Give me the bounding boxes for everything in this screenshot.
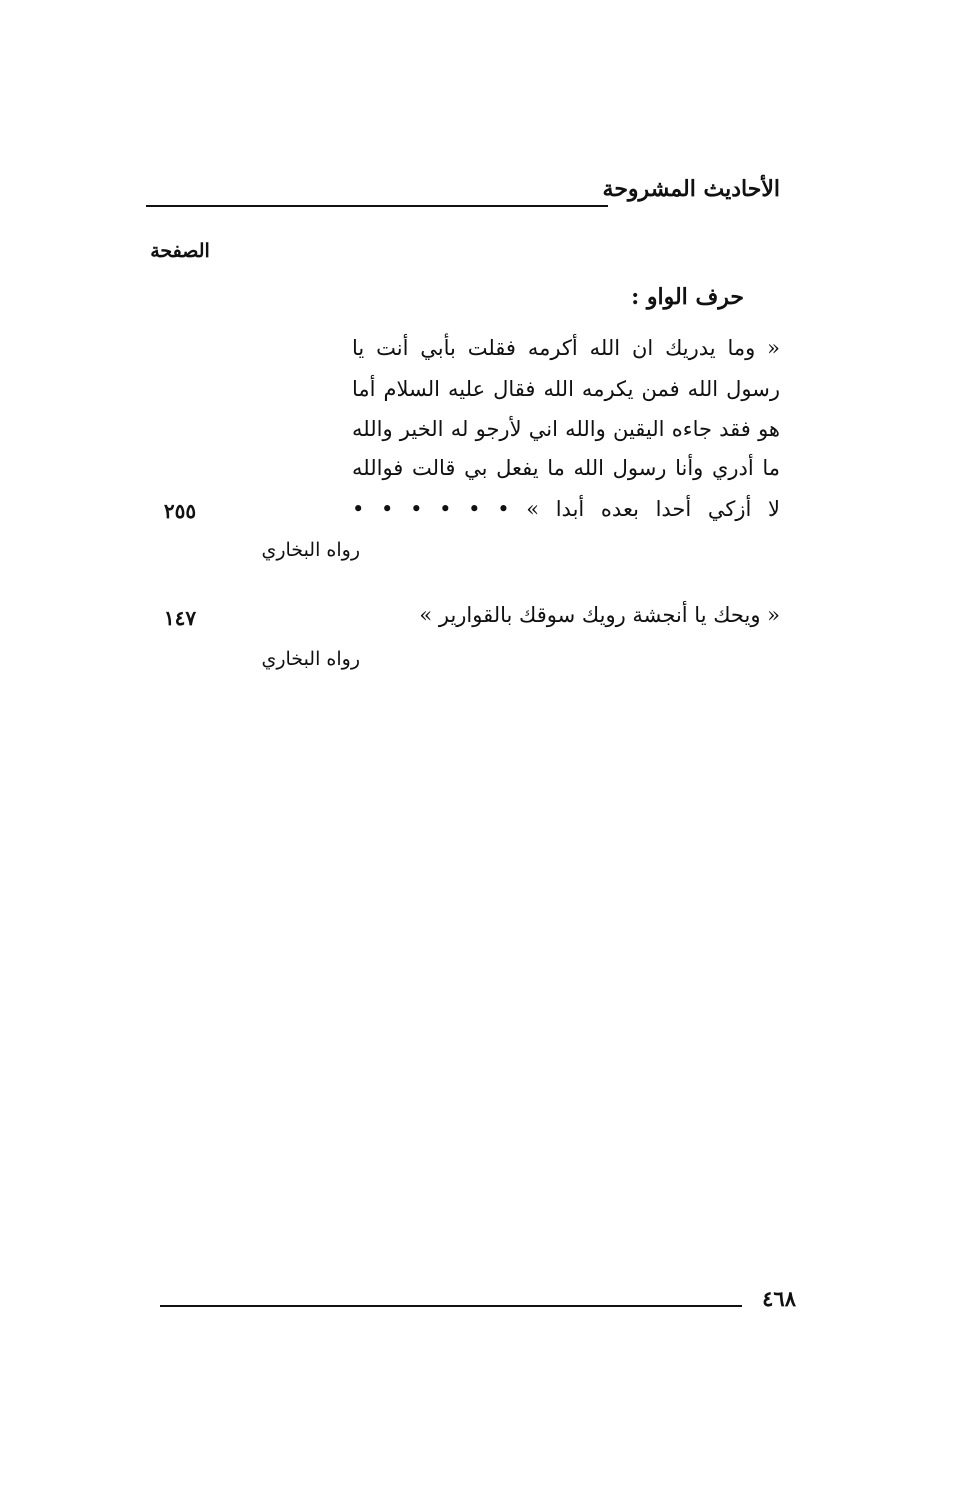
page-column-label: الصفحة [150,240,210,262]
section-title: حرف الواو : [631,284,744,310]
page-number: ٤٦٨ [762,1286,796,1311]
hadith-line: رسول الله فمن يكرمه الله فقال عليه السلام أما [352,377,780,401]
header-rule [146,205,608,207]
hadith-line: ما أدري وأنا رسول الله ما يفعل بي قالت فوالله [352,456,780,480]
page-reference: ١٤٧ [163,606,197,630]
narrator-attribution: رواه البخاري [261,648,360,670]
footer-rule [160,1305,742,1307]
hadith-line: « وما يدريك ان الله أكرمه فقلت بأبي أنت يا [352,336,780,360]
hadith-line: لا أزكي أحدا بعده أبدا » • • • • • • [352,497,780,521]
page-reference: ٢٥٥ [163,499,197,523]
hadith-line: هو فقد جاءه اليقين والله اني لأرجو له الخير والله [352,417,780,441]
narrator-attribution: رواه البخاري [261,539,360,561]
hadith-line: « ويحك يا أنجشة رويك سوقك بالقوارير » [419,603,780,627]
running-header-title: الأحاديث المشروحة [602,176,780,202]
